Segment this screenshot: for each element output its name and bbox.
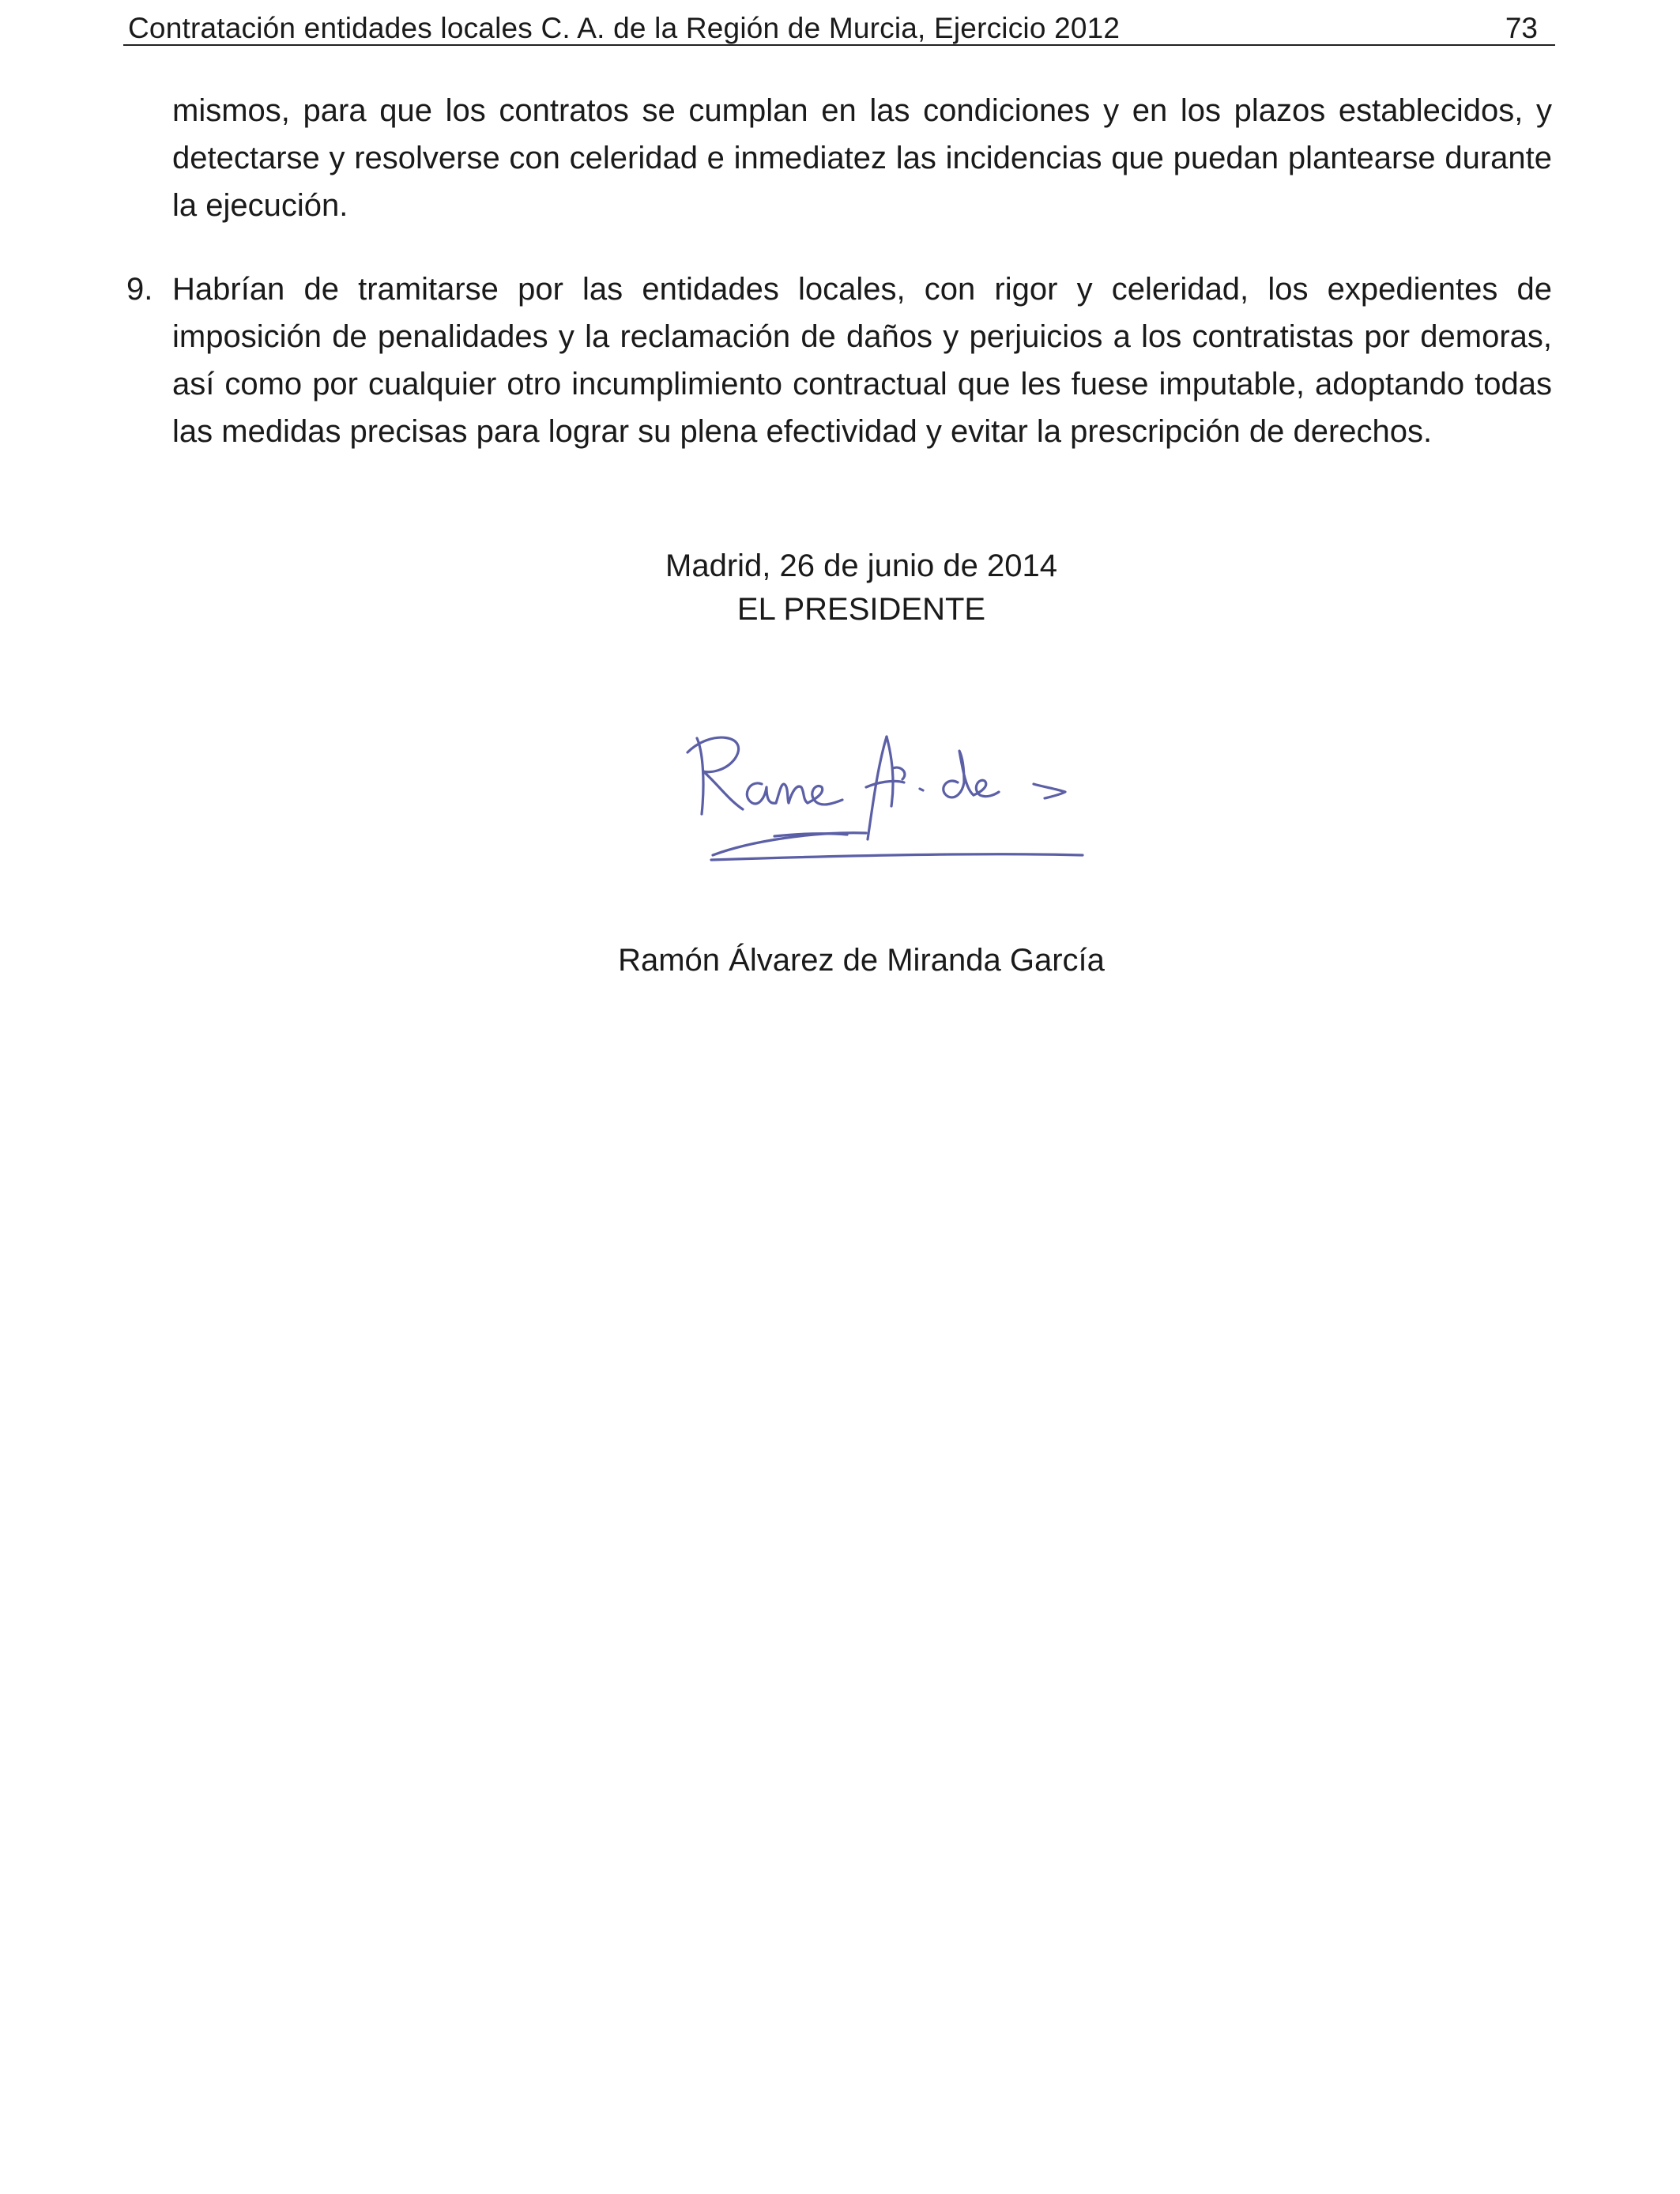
place-and-date: Madrid, 26 de junio de 2014 (665, 548, 1057, 583)
handwritten-signature (680, 721, 1090, 871)
signer-title: EL PRESIDENTE (736, 592, 986, 627)
page-header (123, 8, 1555, 46)
signer-name: Ramón Álvarez de Miranda García (618, 943, 1105, 978)
page-number: 73 (1505, 12, 1538, 44)
list-item-number: 9. (126, 272, 153, 307)
list-item-text: Habrían de tramitarse por las entidades locales, con rigor y celeridad, los expedientes de imposición de penalidades y la reclamación de daños y perjuicios a los contratistas por demoras, así como por cualquier otro incumplimiento contractual que les fuese imputable, adoptando todas las medidas precisas para lograr su plena efectividad y evitar la prescripción de derechos. (172, 272, 1552, 449)
list-item-9 (123, 266, 1552, 455)
continued-paragraph: mismos, para que los contratos se cumplan en las condiciones y en los plazos establecidos, y detectarse y resolverse con celeridad e inmediatez las incidencias que puedan plantearse durante la ejecución. (172, 93, 1552, 223)
header-title: Contratación entidades locales C. A. de la Región de Murcia, Ejercicio 2012 (128, 12, 1121, 44)
